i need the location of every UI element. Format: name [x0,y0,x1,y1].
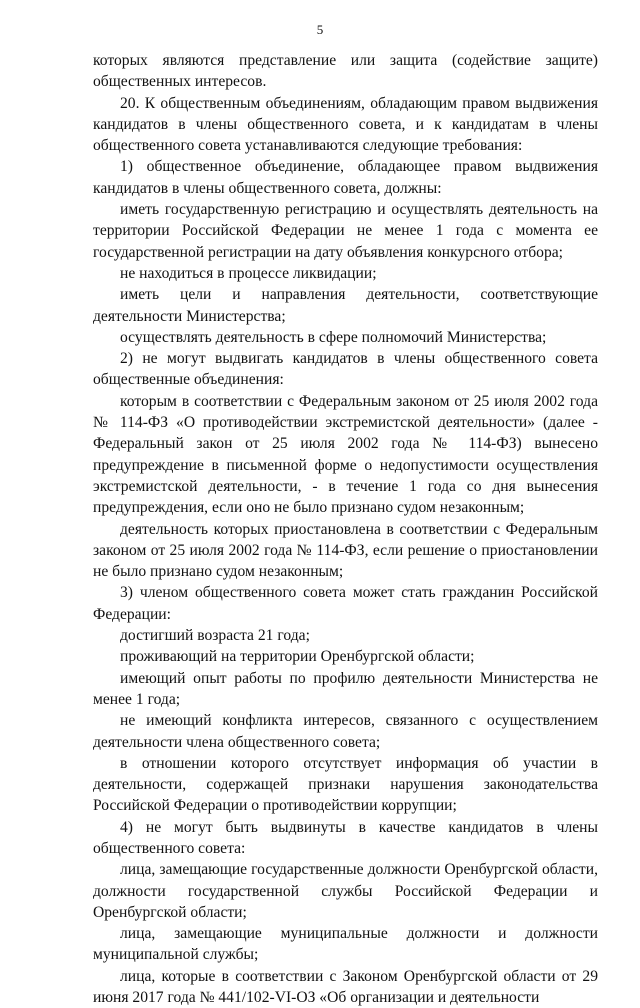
paragraph-continuation: которых являются представление или защита (содействие защите) общественных интересов. [93,52,598,91]
paragraph-requirement: не находиться в процессе ликвидации; [120,264,377,282]
paragraph-requirement: достигший возраста 21 года; [120,627,310,645]
paragraph-requirement: имеющий опыт работы по профилю деятельности Министерства не менее 1 года; [93,669,598,708]
paragraph-requirement: проживающий на территории Оренбургской области; [120,648,475,666]
paragraph-item-4: 4) не могут быть выдвинуты в качестве кандидатов в члены общественного совета: [93,818,598,857]
paragraph-item-1: 1) общественное объединение, обладающее правом выдвижения кандидатов в члены общественного совета, должны: [93,158,598,197]
paragraph-requirement: в отношении которого отсутствует информация об участии в деятельности, содержащей признаки нарушения законодательства Российской Федерации о противодействии коррупции; [93,754,598,815]
paragraph-item-3: 3) членом общественного совета может стать гражданин Российской Федерации: [93,584,598,623]
paragraph-item-2: 2) не могут выдвигать кандидатов в члены общественного совета общественные объединения: [93,350,598,389]
paragraph-requirement: лица, которые в соответствии с Законом Оренбургской области от 29 июня 2017 года № 441/102-VI-ОЗ «Об организации и деятельности [93,967,598,1007]
document-body [93,50,598,1008]
paragraph-requirement: иметь цели и направления деятельности, соответствующие деятельности Министерства; [93,286,598,325]
paragraph-requirement: не имеющий конфликта интересов, связанного с осуществлением деятельности члена общественного совета; [93,712,598,751]
paragraph-requirement: деятельность которых приостановлена в соответствии с Федеральным законом от 25 июля 2002 года № 114-ФЗ, если решение о приостановлении не было признано судом незаконным; [93,520,598,581]
paragraph-clause-20: 20. К общественным объединениям, обладающим правом выдвижения кандидатов в члены общественного совета, и к кандидатам в члены общественного совета устанавливаются следующие требования: [93,94,598,155]
paragraph-requirement: лица, замещающие муниципальные должности и должности муниципальной службы; [93,925,598,964]
page-number: 5 [316,22,324,37]
paragraph-requirement: лица, замещающие государственные должности Оренбургской области, должности государственной службы Российской Федерации и Оренбургской области; [93,861,598,921]
paragraph-requirement: которым в соответствии с Федеральным законом от 25 июля 2002 года № 114-ФЗ «О противодействии экстремистской деятельности» (далее - Федеральный закон от 25 июля 2002 года № 114-ФЗ) вынесено предупреждение в письменной форме о недопустимости осуществления экстремистской деятельности, - в течение 1 года со дня вынесения предупреждения, если оно не было признано судом незаконным; [93,392,598,517]
paragraph-requirement: осуществлять деятельность в сфере полномочий Министерства; [120,328,547,346]
paragraph-requirement: иметь государственную регистрацию и осуществлять деятельность на территории Российской Федерации не менее 1 года с момента ее государственной регистрации на дату объявления конкурсного отбора; [93,201,598,261]
